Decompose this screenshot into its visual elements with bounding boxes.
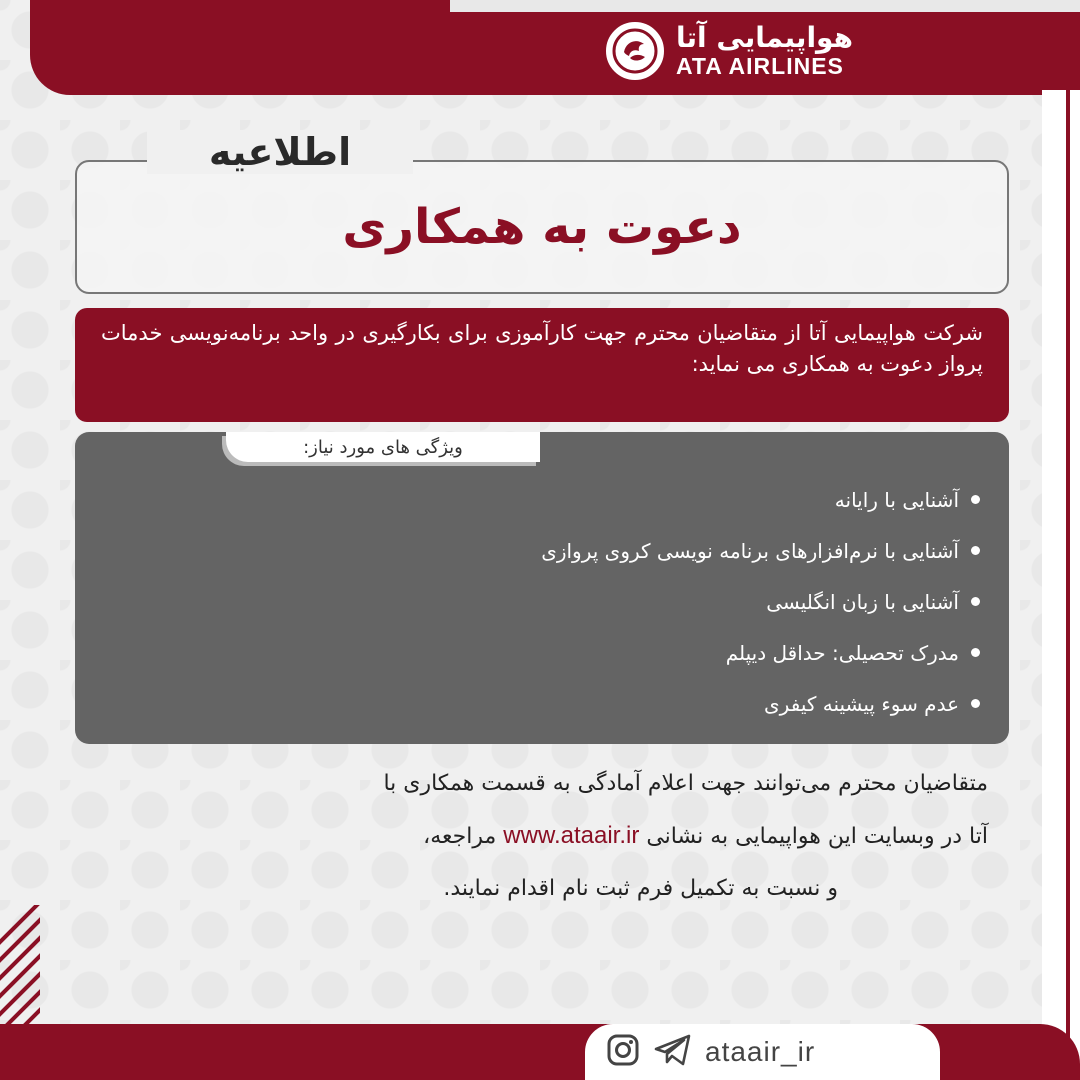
instagram-icon[interactable] xyxy=(605,1032,641,1072)
list-item: آشنایی با رایانه xyxy=(200,474,980,525)
footer-line-1: متقاضیان محترم می‌توانند جهت اعلام آمادگی به قسمت همکاری با xyxy=(383,771,988,796)
bullet-icon xyxy=(971,495,980,504)
brand-name-fa: هواپیمایی آتا xyxy=(676,21,854,54)
brand-name-en: ATA AIRLINES xyxy=(676,53,844,79)
list-item: عدم سوء پیشینه کیفری xyxy=(200,678,980,729)
brand-logo xyxy=(606,20,966,82)
list-item: مدرک تحصیلی: حداقل دیپلم xyxy=(200,627,980,678)
requirements-title: ویژگی های مورد نیاز: xyxy=(226,432,540,462)
footer-line-3: و نسبت به تکمیل فرم ثبت نام اقدام نمایند. xyxy=(443,876,838,901)
social-bar xyxy=(585,1024,940,1080)
ata-emblem-icon xyxy=(606,22,664,80)
headline-box xyxy=(75,160,1009,294)
decor-stripes xyxy=(0,905,40,1035)
headline: دعوت به همکاری xyxy=(342,199,742,255)
footer-line-2: آتا در وبسایت این هواپیمایی به نشانی www.ataair.ir مراجعه، xyxy=(423,822,988,849)
website-link[interactable]: www.ataair.ir xyxy=(503,822,640,849)
footer-paragraph xyxy=(150,758,988,915)
requirements-list xyxy=(200,474,980,729)
list-item: آشنایی با نرم‌افزارهای برنامه نویسی کروی پروازی xyxy=(200,525,980,576)
social-handle[interactable]: ataair_ir xyxy=(705,1036,816,1067)
bullet-icon xyxy=(971,648,980,657)
right-decor-strip xyxy=(1042,90,1080,1080)
bullet-icon xyxy=(971,699,980,708)
telegram-icon[interactable] xyxy=(653,1032,693,1072)
intro-text: شرکت هواپیمایی آتا از متقاضیان محترم جهت کارآموزی برای بکارگیری در واحد برنامه‌نویسی خدمات پرواز دعوت به همکاری می نماید: xyxy=(75,308,1009,422)
list-item: آشنایی با زبان انگلیسی xyxy=(200,576,980,627)
bullet-icon xyxy=(971,597,980,606)
notice-label: اطلاعیه xyxy=(147,130,413,174)
bullet-icon xyxy=(971,546,980,555)
